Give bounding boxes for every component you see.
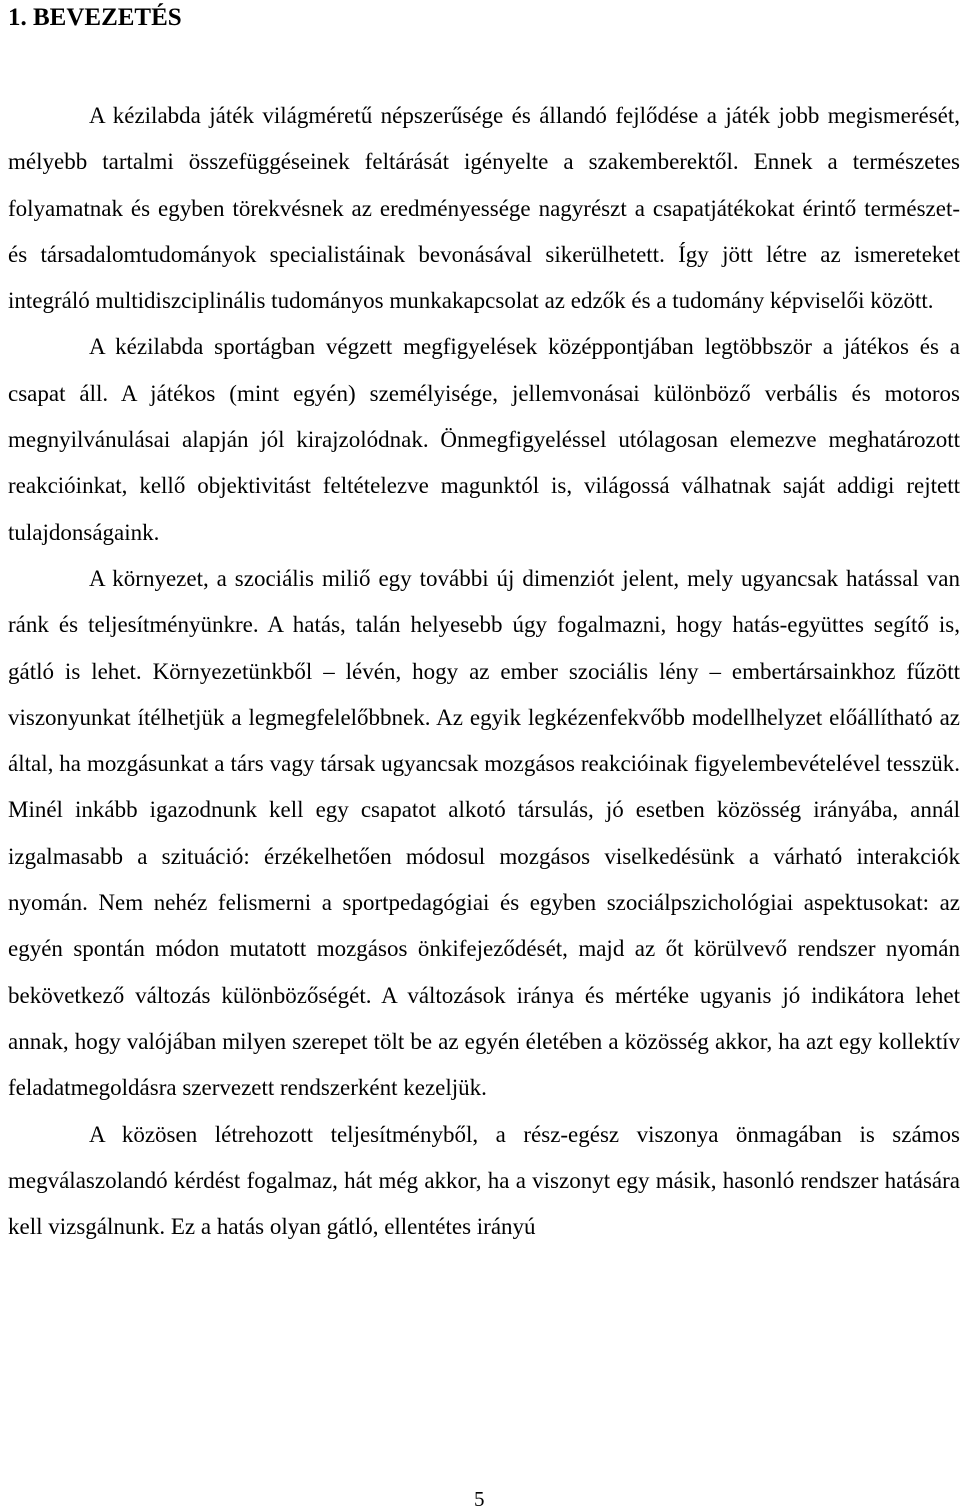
paragraph-2: A kézilabda sportágban végzett megfigyelések középpontjában legtöbbször a játékos és a csapat áll. A játékos (mint egyén) személyisége, jellemvonásai különböző verbális és motoros megnyilvánulásai alapján jól kirajzolódnak. Önmegfigyeléssel utólagosan elemezve meghatározott reakcióinkat, kellő objektivitást feltételezve magunktól is, világossá válhatnak saját addigi rejtett tulajdonságaink.: [8, 334, 960, 545]
paragraph-3: A környezet, a szociális miliő egy további új dimenziót jelent, mely ugyancsak hatással van ránk és teljesítményünkre. A hatás, talán helyesebb úgy fogalmazni, hogy hatás-együttes segítő is, gátló is lehet. Környezetünkből – lévén, hogy az ember szociális lény – embertársainkhoz fűzött viszonyunkat ítélhetjük a legmegfelelőbbnek. Az egyik legkézenfekvőbb modellhelyzet előállítható az által, ha mozgásunkat a társ vagy társak ugyancsak mozgásos reakcióinak figyelembevételével tesszük. Minél inkább igazodnunk kell egy csapatot alkotó társulás, jó esetben közösség irányába, annál izgalmasabb a szituáció: érzékelhetően módosul mozgásos viselkedésünk a várható interakciók nyomán. Nem nehéz felismerni a sportpedagógiai és egyben szociálpszichológiai aspektusokat: az egyén spontán módon mutatott mozgásos önkifejeződését, majd az őt körülvevő rendszer nyomán bekövetkező változás különbözőségét. A változások iránya és mértéke ugyanis jó indikátora lehet annak, hogy valójában milyen szerepet tölt be az egyén életében a közösség akkor, ha azt egy kollektív feladatmegoldásra szervezett rendszerként kezeljük.: [8, 565, 960, 1101]
document-page: [8, 0, 960, 1511]
chapter-heading: 1. BEVEZETÉS: [8, 4, 182, 31]
paragraph-4: A közösen létrehozott teljesítményből, a rész-egész viszonya önmagában is számos megválaszolandó kérdést fogalmaz, hát még akkor, ha a viszonyt egy másik, hasonló rendszer hatására kell vizsgálnunk. Ez a hatás olyan gátló, ellentétes irányú: [8, 1121, 960, 1240]
body-text: [8, 93, 960, 1250]
page-number: 5: [474, 1487, 485, 1511]
paragraph-1: A kézilabda játék világméretű népszerűsége és állandó fejlődése a játék jobb megismerését, mélyebb tartalmi összefüggéseinek feltárását igényelte a szakemberektől. Ennek a természetes folyamatnak és egyben törekvésnek az eredményessége nagyrészt a csapatjátékokat érintő természet- és társadalomtudományok specialistáinak bevonásával sikerülhetett. Így jött létre az ismereteket integráló multidiszciplinális tudományos munkakapcsolat az edzők és a tudomány képviselői között.: [8, 103, 960, 314]
